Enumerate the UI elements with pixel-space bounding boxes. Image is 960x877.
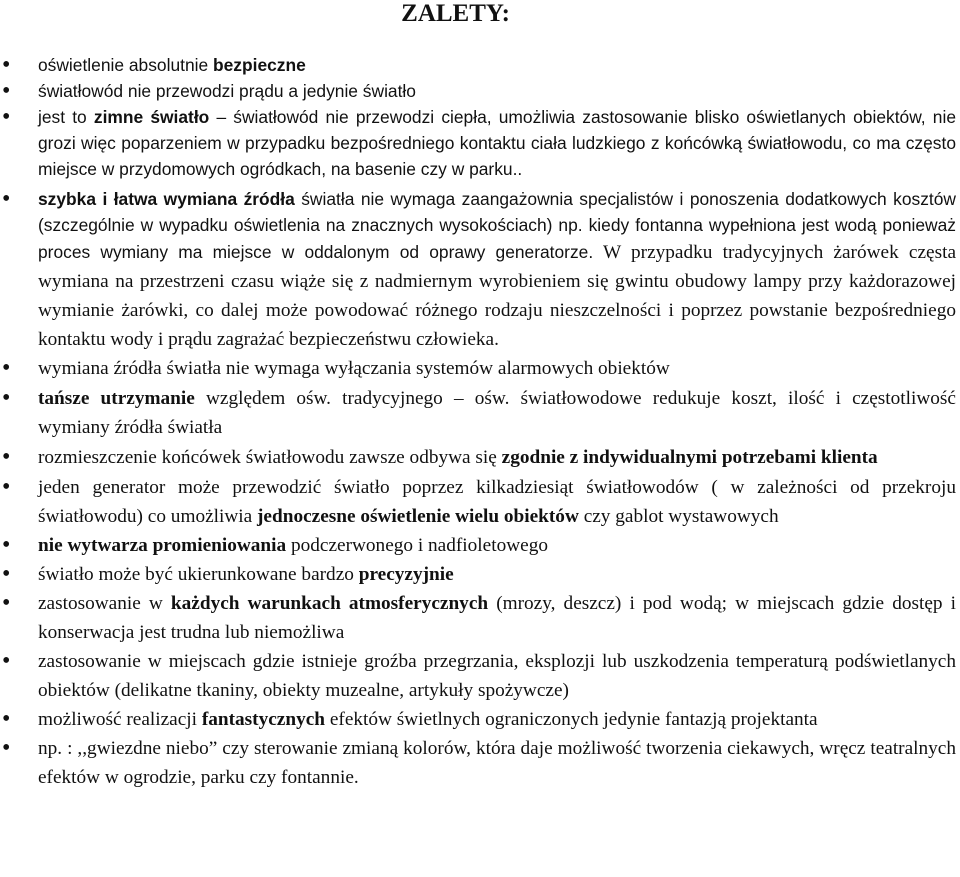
list-item — [0, 354, 960, 383]
list-item — [0, 78, 960, 104]
bullet-icon: • — [2, 532, 11, 558]
bullet-icon: • — [2, 104, 11, 130]
bullet-icon: • — [2, 385, 11, 411]
bullet-icon: • — [2, 648, 11, 674]
list-item — [0, 384, 960, 442]
list-item — [0, 589, 960, 647]
bullet-icon: • — [2, 186, 11, 212]
item-text: rozmieszczenie końcówek światłowodu zawsze odbywa się — [38, 447, 502, 468]
bullet-icon: • — [2, 590, 11, 616]
bullet-icon: • — [2, 52, 11, 78]
bullet-icon: • — [2, 355, 11, 381]
list-item — [0, 531, 960, 560]
item-text: światłowód nie przewodzi prądu a jedynie światło — [38, 81, 416, 101]
item-text-bold: nie wytwarza promieniowania — [38, 535, 287, 556]
item-text: światła nie wymaga zaangażownia specjalistów i ponoszenia dodatkowych kosztów (szczególnie w wypadku oświetlenia na znacznych wysokościach) np. kiedy fontanna wypełniona jest wodą ponieważ proces wymiany ma miejsce w oddalonym od oprawy generatorze. — [38, 189, 956, 262]
item-text-bold: precyzyjnie — [358, 564, 454, 585]
bullet-icon: • — [2, 735, 11, 761]
item-text: względem ośw. tradycyjnego – ośw. światłowodowe redukuje koszt, ilość i częstotliwość wymiany źródła światła — [38, 388, 956, 438]
advantages-list — [0, 52, 960, 792]
list-item — [0, 560, 960, 589]
item-text: czy gablot wystawowych — [578, 506, 779, 527]
item-text-bold: zgodnie z indywidualnymi potrzebami klienta — [501, 447, 878, 468]
bullet-icon: • — [2, 78, 11, 104]
list-item — [0, 705, 960, 734]
item-text: W przypadku tradycyjnych żarówek częsta wymiana na przestrzeni czasu wiąże się z nadmiernym wyrobieniem się gwintu obudowy lampy przy każdorazowej wymianie żarówki, co dalej może powodować różnego rodzaju nieszczelności i poprzez powstanie bezpośredniego kontaktu wody i prądu zagrażać bezpieczeństwu człowieka. — [38, 242, 956, 350]
item-text: efektów świetlnych ograniczonych jedynie fantazją projektanta — [325, 709, 818, 730]
item-text: np. : ,,gwiezdne niebo” czy sterowanie zmianą kolorów, która daje możliwość tworzenia ciekawych, wręcz teatralnych efektów w ogrodzie, parku czy fontannie. — [38, 738, 956, 788]
bullet-icon: • — [2, 444, 11, 470]
item-text-bold: bezpieczne — [213, 55, 306, 75]
item-text: jeden generator może przewodzić światło poprzez kilkadziesiąt światłowodów ( w zależności od przekroju światłowodu) co umożliwia — [38, 477, 956, 527]
item-text: podczerwonego i nadfioletowego — [286, 535, 548, 556]
item-text: zastosowanie w miejscach gdzie istnieje groźba przegrzania, eksplozji lub uszkodzenia temperaturą podświetlanych obiektów (delikatne tkaniny, obiekty muzealne, artykuły spożywcze) — [38, 651, 956, 701]
item-text-bold: jednoczesne oświetlenie wielu obiektów — [257, 506, 579, 527]
item-text: – światłowód nie przewodzi ciepła, umożliwia zastosowanie blisko oświetlanych obiektów, nie grozi więc poparzeniem w przypadku bezpośredniego kontaktu ciała ludzkiego z końcówką światłowodu, co ma często miejsce w przydomowych ogródkach, na basenie czy w parku.. — [38, 107, 957, 179]
item-text: światło może być ukierunkowane bardzo — [38, 564, 359, 585]
list-item — [0, 734, 960, 792]
item-text-bold: szybka i łatwa wymiana źródła — [38, 189, 295, 209]
bullet-icon: • — [2, 561, 11, 587]
item-text-bold: zimne światło — [93, 107, 210, 127]
bullet-icon: • — [2, 474, 11, 500]
list-item — [0, 104, 960, 182]
list-item — [0, 473, 960, 531]
item-text-bold: fantastycznych — [201, 709, 326, 730]
item-text: zastosowanie w — [38, 593, 171, 614]
item-text: (mrozy, deszcz) i pod wodą; w miejscach gdzie dostęp i konserwacja jest trudna lub niemożliwa — [38, 593, 956, 643]
page-title: ZALETY: — [401, 0, 510, 27]
list-item — [0, 52, 960, 78]
list-item — [0, 186, 960, 354]
list-item — [0, 647, 960, 705]
item-text: oświetlenie absolutnie — [38, 55, 213, 75]
list-item — [0, 443, 960, 472]
item-text: możliwość realizacji — [38, 709, 202, 730]
item-text: jest to — [38, 107, 94, 127]
item-text: wymiana źródła światła nie wymaga wyłączania systemów alarmowych obiektów — [38, 358, 670, 379]
item-text-bold: tańsze utrzymanie — [38, 388, 195, 409]
item-text-bold: każdych warunkach atmosferycznych — [170, 593, 489, 614]
bullet-icon: • — [2, 706, 11, 732]
